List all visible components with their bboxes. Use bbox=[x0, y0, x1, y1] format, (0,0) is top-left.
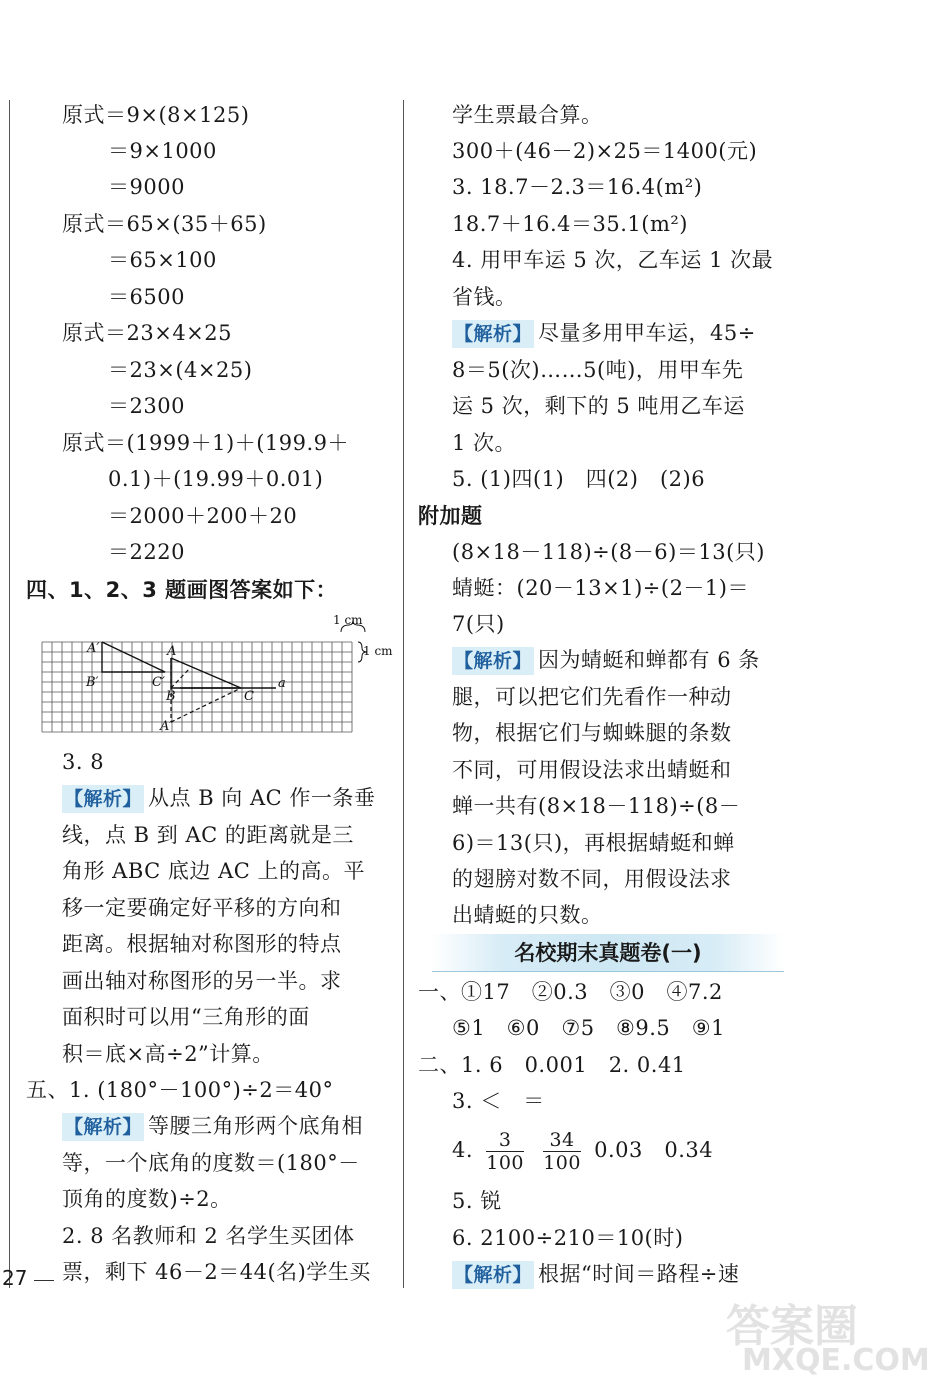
s4-q3-answer: 3. 8 bbox=[62, 750, 105, 774]
fraction-line: 4. $\frac{3}{100}$ $\frac{34}{100}$ 0.03 0.34 bbox=[452, 1129, 714, 1174]
analysis-line: 物，根据它们与蜘蛛腿的条数 bbox=[452, 721, 732, 745]
text-line: 二、1. 6 0.001 2. 0.41 bbox=[418, 1053, 686, 1077]
label: A″ bbox=[160, 719, 175, 734]
s5-q1: 五、1. (180°－100°)÷2＝40° bbox=[26, 1078, 334, 1102]
dashed-line bbox=[171, 688, 241, 722]
analysis-line: 移一定要确定好平移的方向和 bbox=[62, 896, 342, 920]
text-line: (8×18－118)÷(8－6)＝13(只) bbox=[452, 540, 765, 564]
analysis-line: 等，一个底角的度数＝(180°－ bbox=[62, 1151, 360, 1175]
watermark-logo: 答案圈 bbox=[726, 1301, 858, 1352]
page-number-dash bbox=[34, 1280, 54, 1281]
text-line: 3. ＜ ＝ bbox=[452, 1089, 545, 1113]
calc-line: ＝2300 bbox=[108, 394, 185, 418]
analysis-line: 蝉一共有(8×18－118)÷(8－ bbox=[452, 794, 741, 818]
analysis-tag: 【解析】 bbox=[62, 1113, 144, 1141]
analysis-line: 面积时可以用“三角形的面 bbox=[62, 1005, 310, 1029]
fraction: $\frac{3}{100}$ bbox=[486, 1129, 524, 1174]
text-line: 省钱。 bbox=[452, 285, 517, 309]
label: A bbox=[167, 644, 177, 659]
text-line: ⑤1 ⑥0 ⑦5 ⑧9.5 ⑨1 bbox=[452, 1016, 725, 1040]
calc-line: 0.1)＋(19.99＋0.01) bbox=[108, 467, 324, 491]
analysis-line: 积＝底×高÷2”计算。 bbox=[62, 1042, 274, 1066]
analysis-line: 线，点 B 到 AC 的距离就是三 bbox=[62, 823, 354, 847]
analysis-line: 6)＝13(只)，再根据蜻蜓和蝉 bbox=[452, 831, 735, 855]
text-line: 学生票最合算。 bbox=[452, 103, 603, 127]
analysis-line: 8＝5(次)……5(吨)，用甲车先 bbox=[452, 358, 744, 382]
analysis-tag: 【解析】 bbox=[62, 785, 144, 813]
page-number: 27 bbox=[2, 1266, 28, 1290]
calc-line: ＝65×100 bbox=[108, 248, 217, 272]
analysis-line: 的翅膀对数不同，用假设法求 bbox=[452, 867, 732, 891]
dashed-lines bbox=[171, 658, 241, 722]
label: B′ bbox=[86, 675, 99, 690]
calc-line: ＝9×1000 bbox=[108, 139, 217, 163]
analysis-line: 画出轴对称图形的另一半。求 bbox=[62, 969, 342, 993]
analysis-line: 顶角的度数)÷2。 bbox=[62, 1187, 232, 1211]
analysis-line: 1 次。 bbox=[452, 431, 517, 455]
analysis-line: 【解析】 根据“时间＝路程÷速 bbox=[452, 1256, 739, 1292]
analysis-tag: 【解析】 bbox=[452, 1261, 534, 1289]
text-line: 蜻蜓：(20－13×1)÷(2－1)＝ bbox=[452, 576, 749, 600]
banner-underline bbox=[432, 971, 784, 972]
section-4-heading: 四、1、2、3 题画图答案如下： bbox=[26, 578, 338, 602]
text-line: 300＋(46－2)×25＝1400(元) bbox=[452, 139, 758, 163]
scale-label-top: 1 cm bbox=[333, 613, 363, 627]
analysis-tag: 【解析】 bbox=[452, 320, 534, 348]
text-line: 4. 用甲车运 5 次，乙车运 1 次最 bbox=[452, 248, 774, 272]
analysis-line: 腿，可以把它们先看作一种动 bbox=[452, 685, 732, 709]
calc-line: 原式＝9×(8×125) bbox=[62, 103, 250, 127]
text-line: 一、①17 ②0.3 ③0 ④7.2 bbox=[418, 980, 723, 1004]
calc-line: 原式＝65×(35＋65) bbox=[62, 212, 267, 236]
text-line: 5. (1)四(1) 四(2) (2)6 bbox=[452, 467, 706, 491]
calc-line: ＝2000＋200＋20 bbox=[108, 504, 298, 528]
text-line: 18.7＋16.4＝35.1(m²) bbox=[452, 212, 688, 236]
fraction: $\frac{34}{100}$ bbox=[543, 1129, 581, 1174]
analysis-line: 【解析】 从点 B 向 AC 作一条垂 bbox=[62, 780, 375, 816]
calc-line: 原式＝(1999＋1)＋(199.9＋ bbox=[62, 431, 350, 455]
analysis-line: 【解析】 尽量多用甲车运，45÷ bbox=[452, 315, 756, 351]
triangle-a-prime bbox=[102, 642, 165, 672]
extra-heading: 附加题 bbox=[418, 504, 483, 528]
text-line: 5. 锐 bbox=[452, 1189, 502, 1213]
scale-label-right: 1 cm bbox=[363, 644, 393, 658]
s5-q2-line: 票，剩下 46－2＝44(名)学生买 bbox=[62, 1260, 371, 1284]
dashed-line bbox=[171, 668, 190, 688]
grid-figure bbox=[40, 612, 402, 742]
label: B bbox=[166, 689, 176, 704]
section-banner: 名校期末真题卷(一) bbox=[432, 934, 784, 972]
left-margin-rule bbox=[9, 100, 10, 1288]
text-line: 3. 18.7－2.3＝16.4(m²) bbox=[452, 175, 703, 199]
analysis-line: 距离。根据轴对称图形的特点 bbox=[62, 932, 342, 956]
triangle-abc bbox=[171, 658, 241, 688]
analysis-line: 【解析】 等腰三角形两个底角相 bbox=[62, 1108, 363, 1144]
calc-line: ＝9000 bbox=[108, 175, 185, 199]
text-line: 6. 2100÷210＝10(时) bbox=[452, 1226, 684, 1250]
calc-line: ＝2220 bbox=[108, 540, 185, 564]
label: a bbox=[278, 676, 286, 691]
watermark-url: MXQE.COM bbox=[742, 1343, 930, 1378]
analysis-line: 不同，可用假设法求出蜻蜓和 bbox=[452, 758, 732, 782]
calc-line: ＝6500 bbox=[108, 285, 185, 309]
triangle-shapes bbox=[102, 642, 276, 688]
analysis-line: 角形 ABC 底边 AC 上的高。平 bbox=[62, 859, 365, 883]
label: A′ bbox=[87, 641, 100, 656]
analysis-line: 出蜻蜓的只数。 bbox=[452, 903, 603, 927]
calc-line: 原式＝23×4×25 bbox=[62, 321, 232, 345]
text-line: 7(只) bbox=[452, 612, 505, 636]
analysis-tag: 【解析】 bbox=[452, 647, 534, 675]
label: C′ bbox=[152, 675, 165, 690]
calc-line: ＝23×(4×25) bbox=[108, 358, 253, 382]
column-divider bbox=[403, 100, 404, 1288]
analysis-line: 【解析】 因为蜻蜓和蝉都有 6 条 bbox=[452, 642, 760, 678]
s5-q2-line: 2. 8 名教师和 2 名学生买团体 bbox=[62, 1224, 355, 1248]
label: C bbox=[244, 689, 254, 704]
analysis-line: 运 5 次，剩下的 5 吨用乙车运 bbox=[452, 394, 745, 418]
